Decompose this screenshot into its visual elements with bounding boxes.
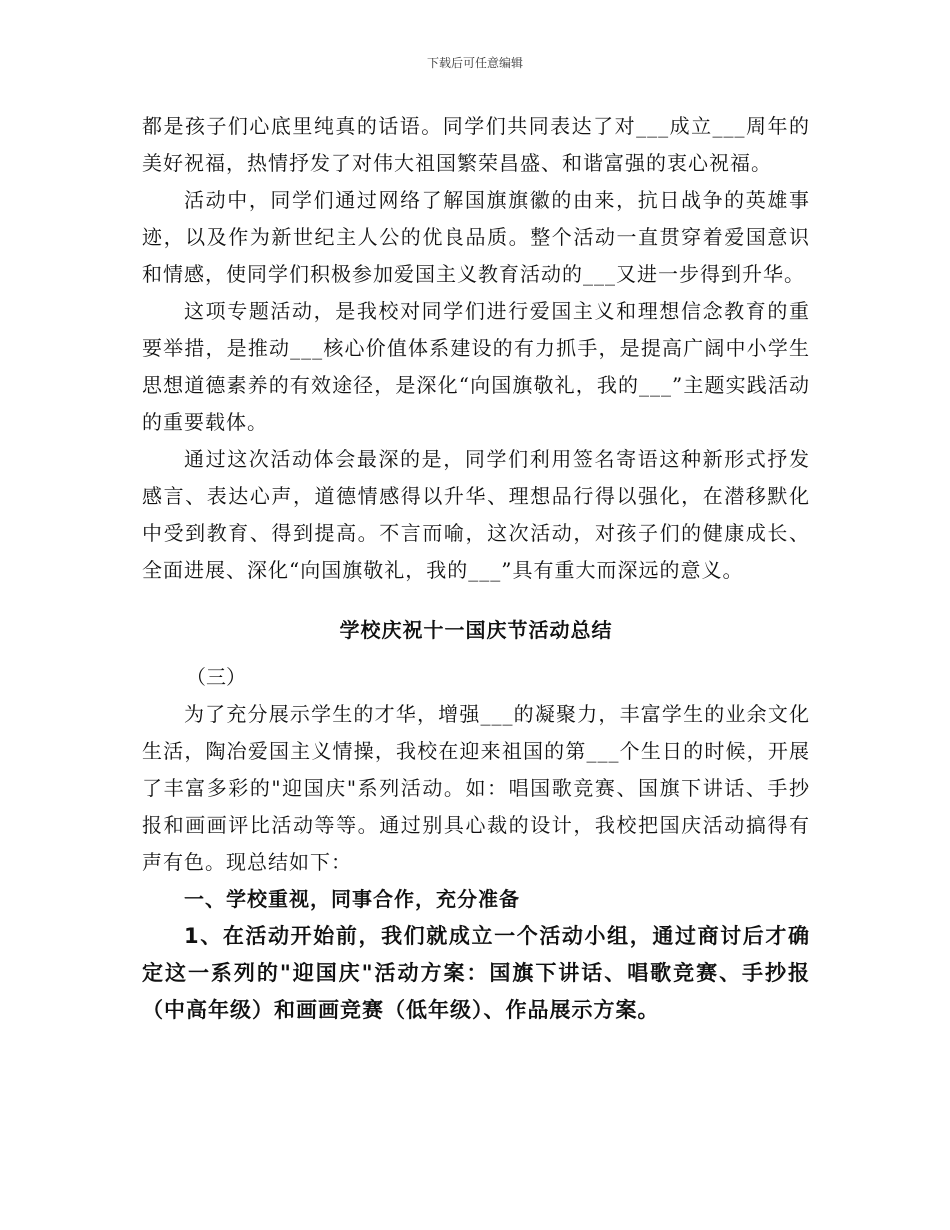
section-subtitle: （三） — [186, 665, 246, 689]
paragraph-significance: 这项专题活动，是我校对同学们进行爱国主义和理想信念教育的重要举措，是推动___核心价值体系建设的有力抓手，是提高广阔中小学生思想道德素养的有效途径，是深化“向国旗敬礼，我的___”主题实践活动的重要载体。 — [142, 299, 810, 434]
document-body — [142, 108, 810, 1029]
section-title: 学校庆祝十一国庆节活动总结 — [339, 618, 613, 642]
paragraph-continuation: 都是孩子们心底里纯真的话语。同学们共同表达了对___成立___周年的美好祝福，热情抒发了对伟大祖国繁荣昌盛、和谐富强的衷心祝福。 — [142, 114, 810, 175]
section-item-1: 1、在活动开始前，我们就成立一个活动小组，通过商讨后才确定这一系列的"迎国庆"活动方案：国旗下讲话、唱歌竞赛、手抄报（中高年级）和画画竞赛（低年级）、作品展示方案。 — [142, 924, 810, 1022]
section-intro: 为了充分展示学生的才华，增强___的凝聚力，丰富学生的业余文化生活，陶冶爱国主义情操，我校在迎来祖国的第___个生日的时候，开展了丰富多彩的"迎国庆"系列活动。如：唱国歌竞赛、国旗下讲话、手抄报和画画评比活动等等。通过别具心裁的设计，我校把国庆活动搞得有声有色。现总结如下： — [142, 702, 810, 874]
paragraph-activity: 活动中，同学们通过网络了解国旗旗徽的由来，抗日战争的英雄事迹，以及作为新世纪主人公的优良品质。整个活动一直贯穿着爱国意识和情感，使同学们积极参加爱国主义教育活动的___又进一步得到升华。 — [142, 188, 810, 286]
paragraph-experience: 通过这次活动体会最深的是，同学们利用签名寄语这种新形式抒发感言、表达心声，道德情感得以升华、理想品行得以强化，在潜移默化中受到教育、得到提高。不言而喻，这次活动，对孩子们的健康成长、全面进展、深化“向国旗敬礼，我的___”具有重大而深远的意义。 — [142, 447, 810, 582]
section-heading-1: 一、学校重视，同事合作，充分准备 — [184, 887, 520, 911]
page-header: 下载后可任意编辑 — [426, 56, 523, 70]
